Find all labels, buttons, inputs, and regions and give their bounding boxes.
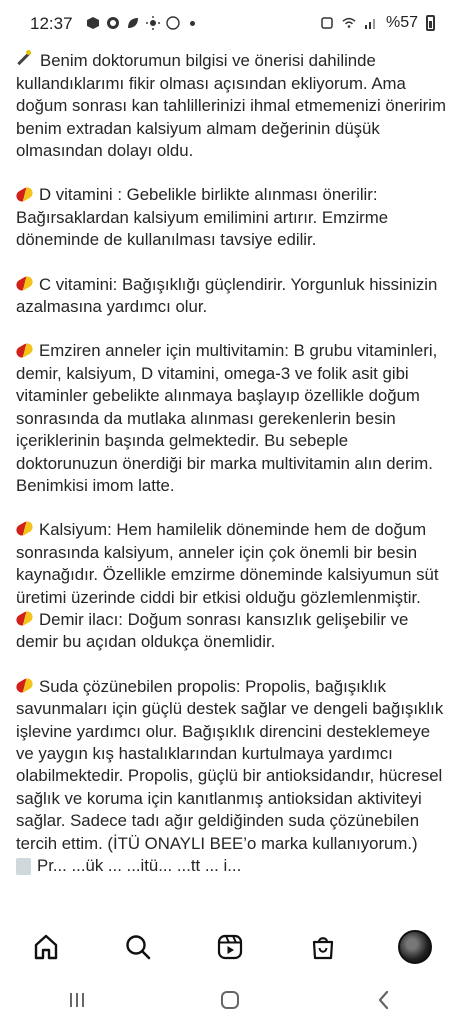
shop-icon	[309, 933, 337, 961]
pill-icon	[16, 274, 35, 292]
pill-icon	[16, 676, 35, 694]
status-right	[320, 14, 435, 32]
back-button[interactable]	[364, 985, 404, 1015]
search-button[interactable]	[118, 927, 158, 967]
home-icon	[32, 933, 60, 961]
home-button[interactable]	[26, 927, 66, 967]
recent-apps-button[interactable]	[57, 985, 97, 1015]
leaf-icon	[126, 16, 140, 30]
notification-icons	[86, 16, 195, 30]
signal-icon	[364, 16, 378, 30]
status-time: 12:37	[30, 14, 73, 33]
alarm-icon	[320, 16, 334, 30]
caption-paragraph-d-vitamin: D vitamini : Gebelikle birlikte alınması önerilir: Bağırsaklardan kalsiyum emilimini artırır. Emzirme döneminde de kullanılması tavsiye edilir.	[16, 185, 389, 250]
home-button-icon	[219, 989, 241, 1011]
pill-icon	[16, 341, 35, 359]
wifi-icon	[342, 16, 356, 30]
app-badge-icon	[166, 16, 180, 30]
pill-icon	[16, 185, 35, 203]
sun-icon	[146, 16, 160, 30]
pill-icon	[16, 609, 35, 627]
magic-wand-icon	[17, 52, 30, 65]
shop-button[interactable]	[303, 927, 343, 967]
back-icon	[373, 989, 395, 1011]
pill-icon	[16, 520, 35, 538]
more-notifications-dot	[190, 21, 195, 26]
caption-paragraph-multivitamin: Emziren anneler için multivitamin: B grubu vitaminleri, demir, kalsiyum, D vitamini, omega-3 ve folik asit gibi vitaminler gebelikte alınmaya başlayıp özellikle doğum sonrasında da mutlaka alınması gerekenlerin besin içeriklerinin başında gelmektedir. Bu sebeple doktorunuzun önerdiği bir marka multivitamin alın derim. Benimkisi imom latte.	[16, 341, 438, 495]
caption-paragraph-iron: Demir ilacı: Doğum sonrası kansızlık gelişebilir ve demir bu açıdan oldukça önemlidir.	[16, 609, 409, 652]
reels-button[interactable]	[210, 927, 250, 967]
cube-icon	[86, 16, 100, 30]
reels-icon	[216, 933, 244, 961]
status-bar	[0, 0, 461, 48]
caption-paragraph-doctor: Benim doktorumun bilgisi ve önerisi dahilinde kullandıklarımı fikir olması açısından ekliyorum. Ama doğum sonrası kan tahlillerinizi ihmal etmemenizi öneririm benim extradan kalsiyum almam değerinin düşük olmasından dolayı oldu.	[16, 51, 446, 161]
caption-paragraph-c-vitamin: C vitamini: Bağışıklığı güçlendirir. Yorgunluk hissinizin azalmasına yardımcı olur.	[16, 274, 438, 317]
recent-apps-icon	[66, 990, 88, 1010]
profile-avatar	[398, 930, 432, 964]
caption-bottom-partial: Pr... ...ük ... ...itü... ...tt ... i...	[16, 855, 448, 877]
battery-percent: %57	[385, 14, 418, 31]
system-nav	[0, 976, 461, 1024]
system-home-button[interactable]	[210, 985, 250, 1015]
caption-paragraph-calcium: Kalsiyum: Hem hamilelik döneminde hem de doğum sonrasında kalsiyum, anneler için çok önemli bir besin kaynağıdır. Özellikle emzirme döneminde kalsiyumun süt üretimi üzerinde ciddi bir etkisi olduğu gözlemlenmiştir.	[16, 520, 439, 607]
caption-paragraph-propolis: Suda çözünebilen propolis: Propolis, bağışıklık savunmaları için güçlü destek sağlar ve dengeli bağışıklık işlevine yardımcı olur. Bağışıklık direncini desteklemeye ve yaygın kış hastalıklarından kurtulmaya yardımcı olabilmektedir. Propolis, güçlü bir antioksidandır, hücresel sağlık ve koruma için kanıtlanmış antioksidan aktiviteyi sağlar. Sadece tadı ağır geldiğinden suda çözünebilen tercih ettim. (İTÜ ONAYLI BEE’o marka kullanıyorum.)	[16, 676, 444, 853]
post-caption	[16, 20, 448, 920]
battery-icon	[426, 15, 435, 31]
bottom-nav	[0, 918, 461, 976]
red-circle-icon	[106, 16, 120, 30]
profile-button[interactable]	[395, 927, 435, 967]
memo-icon	[16, 858, 31, 875]
search-icon	[124, 933, 152, 961]
